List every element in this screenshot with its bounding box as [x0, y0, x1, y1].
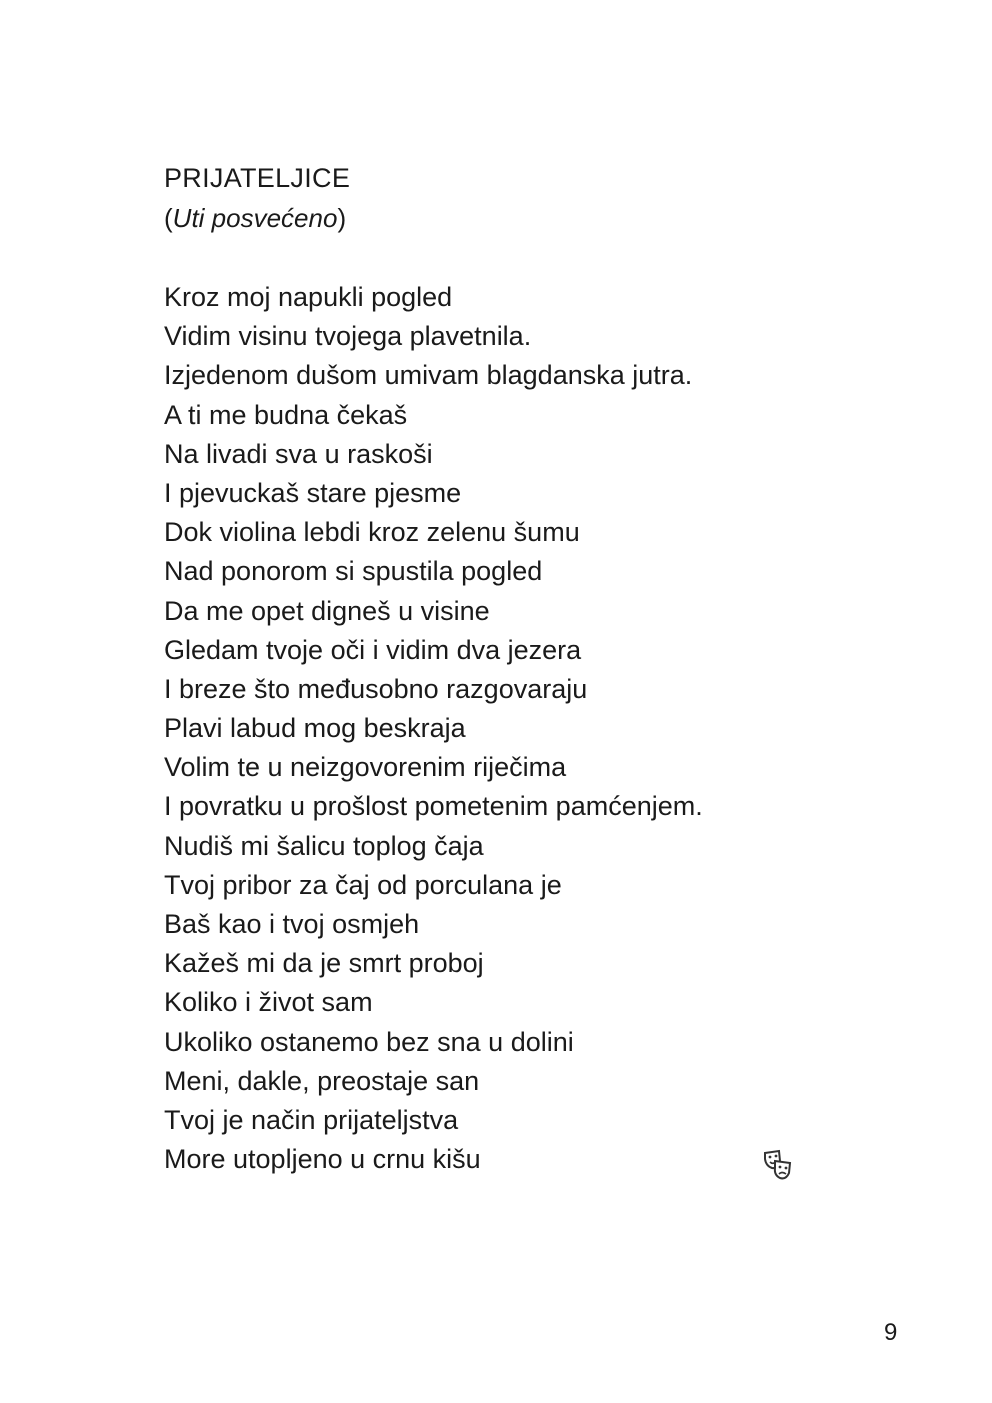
page-number: 9: [884, 1319, 898, 1346]
poem-body: [164, 278, 703, 1179]
dedication-text: Uti posvećeno: [172, 203, 338, 233]
poem-line: Kažeš mi da je smrt proboj: [164, 948, 484, 979]
poem-line: Ukoliko ostanemo bez sna u dolini: [164, 1026, 574, 1057]
poem-line: Koliko i život sam: [164, 987, 373, 1018]
poem-line: Vidim visinu tvojega plavetnila.: [164, 321, 532, 352]
poem-line: I povratku u prošlost pometenim pamćenjem.: [164, 791, 703, 822]
poem-line: I pjevuckaš stare pjesme: [164, 477, 462, 508]
poem-line: Nudiš mi šalicu toplog čaja: [164, 830, 484, 861]
poem-line: Da me opet digneš u visine: [164, 595, 490, 626]
poem-line: More utopljeno u crnu kišu: [164, 1144, 481, 1175]
poem-line: Meni, dakle, preostaje san: [164, 1065, 480, 1096]
poem-line: Plavi labud mog beskraja: [164, 713, 466, 744]
poem-line: Volim te u neizgovorenim riječima: [164, 752, 567, 783]
poem-line: Tvoj je način prijateljstva: [164, 1104, 459, 1135]
poem-line: A ti me budna čekaš: [164, 399, 408, 430]
poem-line: Izjedenom dušom umivam blagdanska jutra.: [164, 360, 693, 391]
dedication-close-paren: ): [337, 203, 347, 233]
poem-line: Na livadi sva u raskoši: [164, 438, 433, 469]
theater-masks-icon: [762, 1148, 796, 1182]
poem-line: Nad ponorom si spustila pogled: [164, 556, 543, 587]
poem-title: PRIJATELJICE: [164, 163, 351, 193]
poem-line: Kroz moj napukli pogled: [164, 282, 453, 312]
poem-line: I breze što međusobno razgovaraju: [164, 673, 588, 704]
dedication-open-paren: (: [164, 203, 173, 233]
poem-line: Gledam tvoje oči i vidim dva jezera: [164, 634, 582, 665]
poem-line: Baš kao i tvoj osmjeh: [164, 909, 420, 939]
poem-line: Tvoj pribor za čaj od porculana je: [164, 869, 562, 900]
poem-line: Dok violina lebdi kroz zelenu šumu: [164, 517, 580, 548]
poem-dedication: [164, 200, 346, 236]
